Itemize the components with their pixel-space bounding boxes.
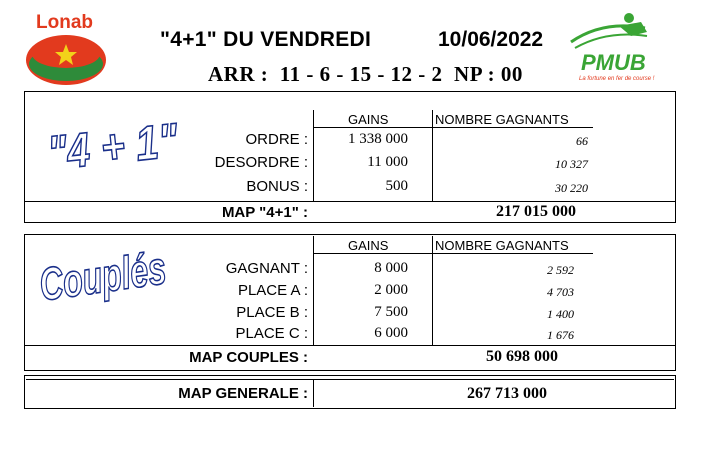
row-bonus-label: BONUS : [246, 178, 308, 195]
map-4plus1-value: 217 015 000 [496, 203, 576, 220]
row-gagnant-winners: 2 592 [547, 263, 574, 277]
row-place-a-winners: 4 703 [547, 285, 574, 299]
row-bonus-gain: 500 [385, 178, 408, 194]
page-title: "4+1" DU VENDREDI [160, 28, 372, 51]
row-place-a-label: PLACE A : [237, 282, 308, 299]
pmub-logo [563, 12, 671, 84]
couples-col-header-underline [313, 253, 593, 254]
row-place-b-winners: 1 400 [547, 307, 574, 321]
section-couples-divider [24, 345, 676, 346]
row-bonus-winners: 30 220 [555, 181, 588, 195]
row-place-b-label: PLACE B : [236, 304, 308, 321]
gains-column-right-rule [432, 110, 433, 201]
section-4plus1-divider [24, 201, 676, 202]
col-gains-header: GAINS [348, 112, 389, 127]
lonab-brand: Lonab [36, 12, 93, 33]
col-winners-header: NOMBRE GAGNANTS [435, 112, 569, 127]
pmub-brand: PMUB [581, 50, 646, 75]
row-desordre-winners: 10 327 [555, 157, 588, 171]
row-place-b-gain: 7 500 [374, 304, 408, 320]
map-4plus1-label: MAP "4+1" : [221, 204, 308, 221]
map-generale-value: 267 713 000 [467, 385, 547, 402]
couples-col-gains-header: GAINS [348, 238, 389, 253]
arrival-line: ARR : 11 - 6 - 15 - 12 - 2 NP : 00 [208, 62, 523, 86]
row-place-a-gain: 2 000 [374, 282, 408, 298]
map-couples-label: MAP COUPLES : [189, 349, 308, 366]
row-place-c-label: PLACE C : [235, 325, 308, 342]
row-place-c-gain: 6 000 [374, 325, 408, 341]
row-desordre-label: DESORDRE : [214, 154, 308, 171]
row-gagnant-label: GAGNANT : [225, 260, 308, 277]
gains-column-left-rule [313, 110, 314, 201]
map-couples-value: 50 698 000 [486, 348, 558, 365]
row-ordre-gain: 1 338 000 [348, 131, 408, 147]
col-header-underline [313, 127, 593, 128]
section-general-inner-rule [26, 379, 674, 380]
general-value-rule [313, 379, 314, 407]
row-ordre-winners: 66 [576, 134, 588, 148]
section-4plus1-art-title: "4 + 1" [45, 114, 181, 181]
row-gagnant-gain: 8 000 [374, 260, 408, 276]
row-desordre-gain: 11 000 [367, 154, 408, 170]
couples-col-winners-header: NOMBRE GAGNANTS [435, 238, 569, 253]
row-place-c-winners: 1 676 [547, 328, 574, 342]
row-ordre-label: ORDRE : [245, 131, 308, 148]
map-generale-label: MAP GENERALE : [178, 385, 308, 402]
pmub-tagline: La fortune en fer de course ! [579, 76, 655, 82]
section-couples-art-title: Couplés [36, 241, 170, 311]
draw-date: 10/06/2022 [438, 28, 544, 51]
